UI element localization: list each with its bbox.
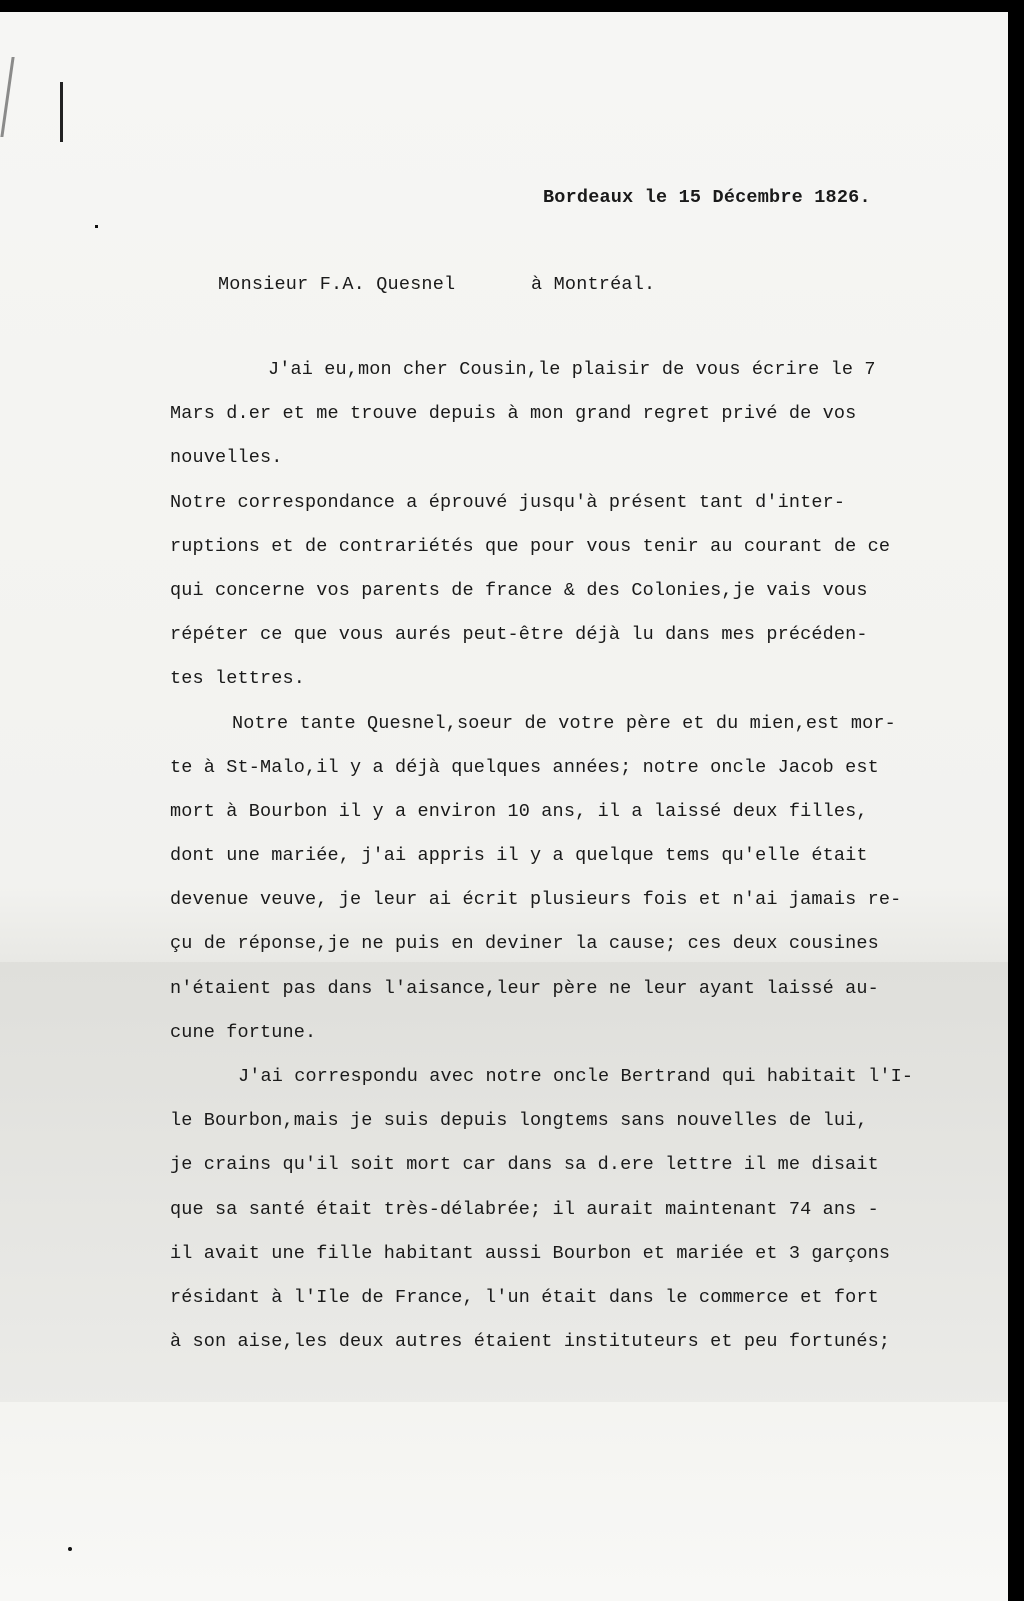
letter-line: je crains qu'il soit mort car dans sa d.ere lettre il me disait: [170, 1154, 879, 1176]
letter-line: J'ai correspondu avec notre oncle Bertrand qui habitait l'I-: [238, 1066, 914, 1087]
letter-line: n'étaient pas dans l'aisance,leur père ne leur ayant laissé au-: [170, 977, 879, 999]
letter-line: Notre tante Quesnel,soeur de votre père et du mien,est mor-: [232, 712, 896, 734]
letter-line: cune fortune.: [170, 1021, 317, 1043]
letter-line: que sa santé était très-délabrée; il aurait maintenant 74 ans -: [170, 1198, 879, 1220]
scan-tick-mark: [60, 82, 63, 142]
letter-body: [170, 348, 970, 1364]
letter-line: çu de réponse,je ne puis en deviner la cause; ces deux cousines: [170, 933, 879, 955]
letter-addressee: Monsieur F.A. Quesnel: [218, 274, 456, 295]
letter-line: le Bourbon,mais je suis depuis longtems sans nouvelles de lui,: [170, 1110, 868, 1132]
letter-city: à Montréal.: [531, 274, 656, 295]
letter-addressee-line: [218, 274, 656, 295]
letter-line: devenue veuve, je leur ai écrit plusieurs fois et n'ai jamais re-: [170, 889, 902, 911]
letter-line: dont une mariée, j'ai appris il y a quelque tems qu'elle était: [170, 845, 868, 867]
letter-line: ruptions et de contrariétés que pour vous tenir au courant de ce: [170, 535, 891, 557]
letter-line: tes lettres.: [170, 668, 306, 690]
letter-line: nouvelles.: [170, 447, 283, 469]
scan-edge-mark: [0, 57, 74, 137]
scan-speck: [95, 225, 98, 228]
letter-line: Mars d.er et me trouve depuis à mon grand regret privé de vos: [170, 403, 857, 425]
letter-line: à son aise,les deux autres étaient instituteurs et peu fortunés;: [170, 1331, 891, 1353]
letter-line: il avait une fille habitant aussi Bourbon et mariée et 3 garçons: [170, 1242, 891, 1264]
letter-line: J'ai eu,mon cher Cousin,le plaisir de vous écrire le 7: [268, 359, 876, 380]
letter-line: répéter ce que vous aurés peut-être déjà lu dans mes précéden-: [170, 624, 868, 646]
letter-line: mort à Bourbon il y a environ 10 ans, il a laissé deux filles,: [170, 800, 868, 822]
letter-line: qui concerne vos parents de france & des Colonies,je vais vous: [170, 579, 868, 601]
letter-line: te à St-Malo,il y a déjà quelques années; notre oncle Jacob est: [170, 756, 879, 778]
document-page: [0, 12, 1008, 1601]
scan-speck: [68, 1547, 72, 1551]
letter-line: Notre correspondance a éprouvé jusqu'à présent tant d'inter-: [170, 491, 846, 513]
letter-date: Bordeaux le 15 Décembre 1826.: [543, 187, 871, 208]
letter-line: résidant à l'Ile de France, l'un était dans le commerce et fort: [170, 1286, 879, 1308]
